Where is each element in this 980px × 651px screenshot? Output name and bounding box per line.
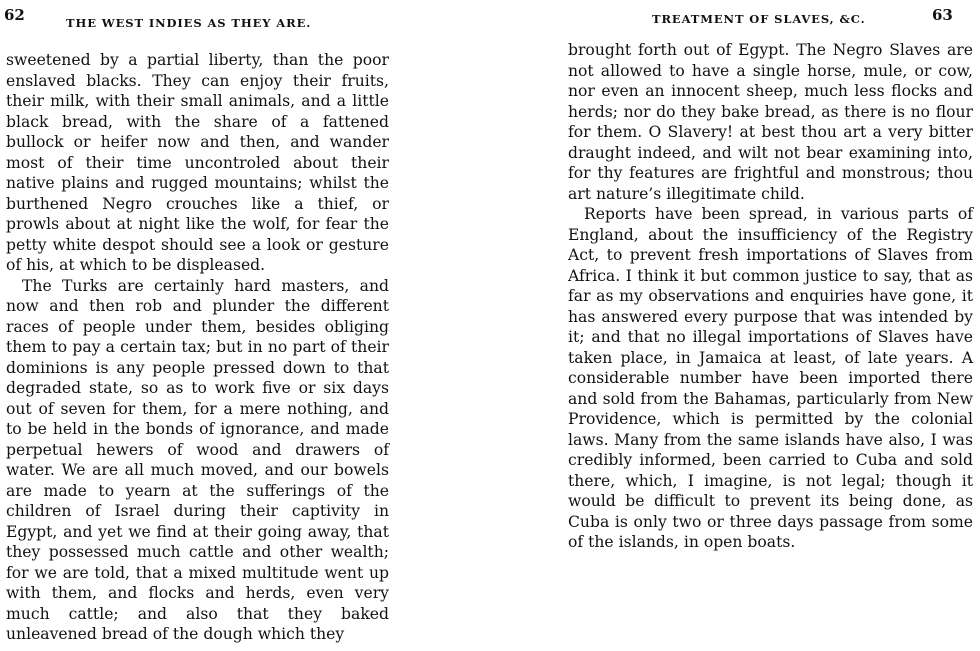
paragraph: brought forth out of Egypt. The Negro Slaves are not allowed to have a single horse, mule, or cow, nor even an innocent sheep, much less flocks and herds; nor do they bake bread, as there is no flour for them. O Slavery! at best thou art a very bitter draught indeed, and wilt not bear examining into, for thy features are frightful and monstrous; thou art nature’s illegitimate child. — [568, 41, 973, 203]
page-body — [568, 40, 973, 553]
paragraph: Reports have been spread, in various parts of England, about the insufficiency of the Registry Act, to prevent fresh importations of Slaves from Africa. I think it but common justice to say, that as far as my observations and enquiries have gone, it has answered every purpose that was intended by it; and that no illegal importations of Slaves have taken place, in Jamaica at least, of late years. A considerable number have been imported there and sold from the Bahamas, particularly from New Providence, which is permitted by the colonial laws. Many from the same islands have also, I was credibly informed, been carried to Cuba and sold there, which, I imagine, is not legal; though it would be difficult to prevent its being done, as Cuba is only two or three days passage from some of the islands, in open boats. — [568, 205, 973, 551]
running-head: TREATMENT OF SLAVES, &C. — [652, 12, 866, 26]
right-page — [556, 0, 980, 651]
paragraph: The Turks are certainly hard masters, and now and then rob and plunder the different races of people under them, besides obliging them to pay a certain tax; but in no part of their dominions is any people pressed down to that degraded state, so as to work five or six days out of seven for them, for a mere nothing, and to be held in the bonds of ignorance, and made perpetual hewers of wood and drawers of water. We are all much moved, and our bowels are made to yearn at the sufferings of the children of Israel during their captivity in Egypt, and yet we find at their going away, that they possessed much cattle and other wealth; for we are told, that a mixed multitude went up with them, and flocks and herds, even very much cattle; and also that they baked unleavened bread of the dough which they — [6, 276, 389, 643]
left-page — [0, 0, 470, 651]
running-head: THE WEST INDIES AS THEY ARE. — [66, 16, 312, 30]
page-body — [6, 50, 389, 645]
page-number: 63 — [932, 6, 953, 24]
paragraph: sweetened by a partial liberty, than the poor enslaved blacks. They can enjoy their fruits, their milk, with their small animals, and a little black bread, with the share of a fattened bullock or heifer now and then, and wander most of their time uncontroled about their native plains and rugged mountains; whilst the burthened Negro crouches like a thief, or prowls about at night like the wolf, for fear the petty white despot should see a look or gesture of his, at which to be displeased. — [6, 51, 389, 274]
page-number: 62 — [4, 6, 25, 24]
